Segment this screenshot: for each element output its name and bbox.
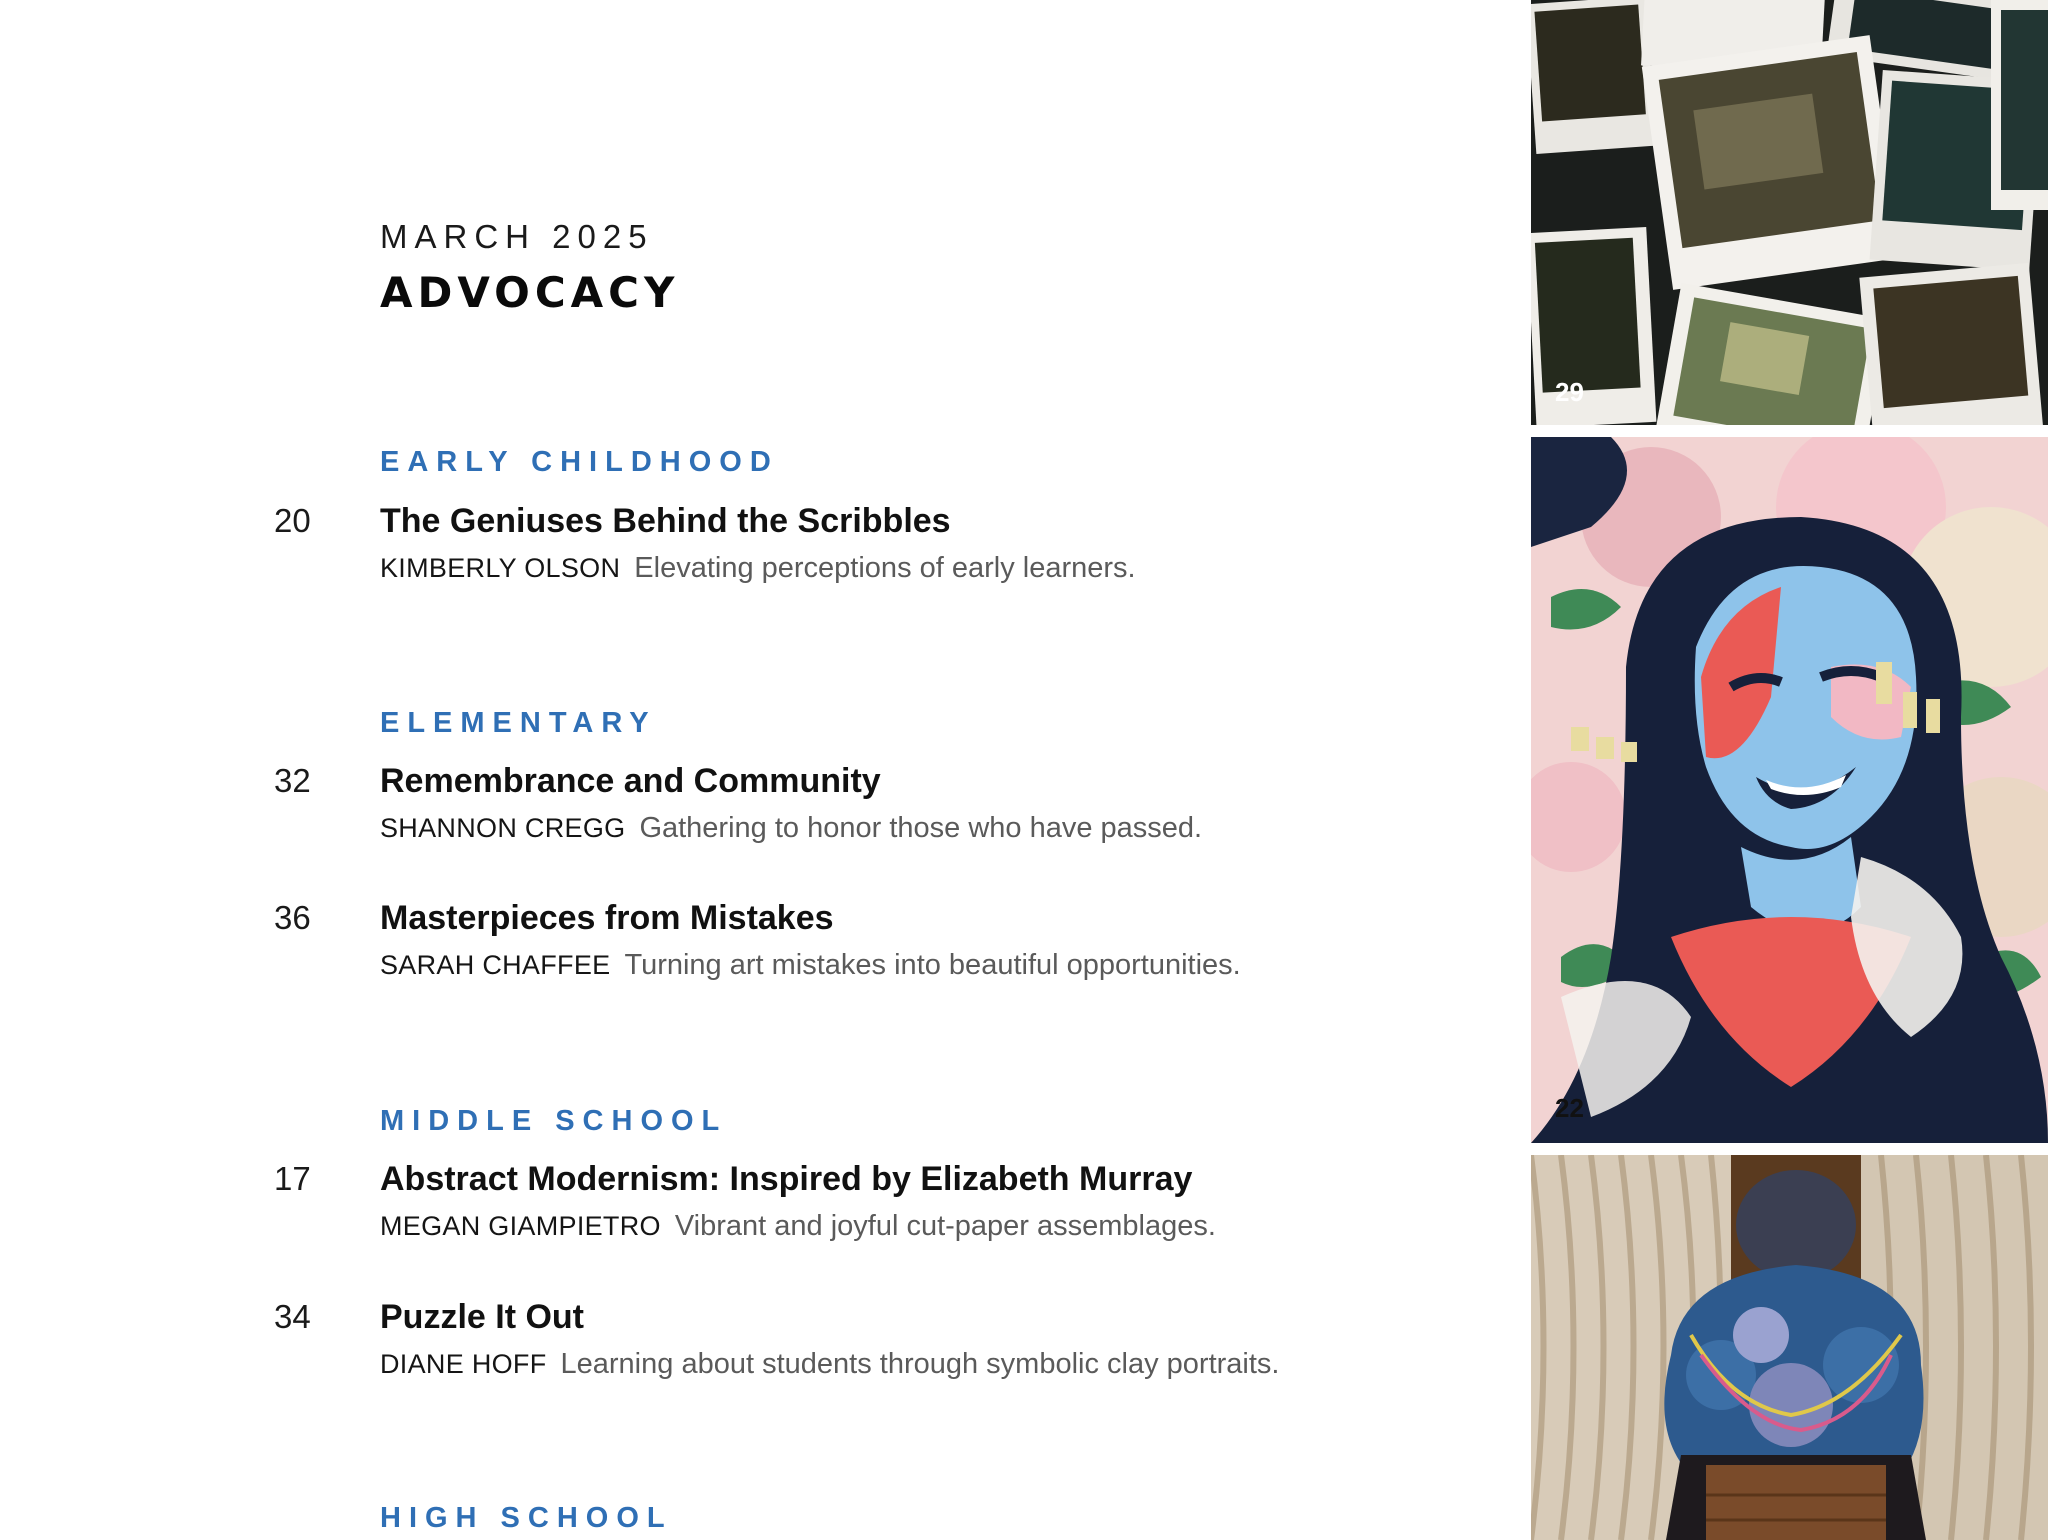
section-heading-early-childhood: EARLY CHILDHOOD (380, 446, 779, 478)
article-author: KIMBERLY OLSON (380, 553, 621, 583)
article-title[interactable]: Puzzle It Out (380, 1298, 584, 1336)
article-description: Turning art mistakes into beautiful opportunities. (624, 949, 1241, 981)
fabric-sculpture-image (1531, 1155, 2048, 1540)
article-meta (380, 1348, 1279, 1381)
photo-polaroids[interactable] (1531, 0, 2048, 425)
polaroids-image (1531, 0, 2048, 425)
page-number: 36 (274, 899, 311, 936)
article-title[interactable]: Remembrance and Community (380, 762, 881, 800)
photo-page-number: 22 (1555, 1093, 1584, 1123)
photo-collage-portrait[interactable] (1531, 437, 2048, 1143)
article-description: Elevating perceptions of early learners. (634, 552, 1136, 584)
page-number: 17 (274, 1160, 311, 1197)
article-title[interactable]: The Geniuses Behind the Scribbles (380, 502, 951, 540)
article-description: Vibrant and joyful cut-paper assemblages. (674, 1210, 1216, 1242)
article-description: Gathering to honor those who have passed. (639, 812, 1203, 844)
collage-portrait-image (1531, 437, 2048, 1143)
page-number: 20 (274, 502, 311, 539)
article-title[interactable]: Masterpieces from Mistakes (380, 899, 834, 937)
article-author: SHANNON CREGG (380, 813, 626, 843)
issue-date: MARCH 2025 (380, 218, 654, 255)
section-heading-middle-school: MIDDLE SCHOOL (380, 1105, 728, 1137)
article-description: Learning about students through symbolic clay portraits. (560, 1348, 1280, 1380)
article-meta (380, 552, 1136, 585)
section-heading-elementary: ELEMENTARY (380, 707, 657, 739)
article-author: DIANE HOFF (380, 1349, 547, 1379)
article-meta (380, 812, 1202, 845)
section-heading-high-school: HIGH SCHOOL (380, 1502, 673, 1534)
article-title[interactable]: Abstract Modernism: Inspired by Elizabeth Murray (380, 1160, 1193, 1198)
article-author: SARAH CHAFFEE (380, 950, 611, 980)
article-meta (380, 1210, 1216, 1243)
photo-fabric-sculpture[interactable] (1531, 1155, 2048, 1540)
photo-page-number: 29 (1555, 377, 1584, 407)
issue-theme: ADVOCACY (380, 268, 680, 317)
page-number: 34 (274, 1298, 311, 1335)
article-meta (380, 949, 1241, 982)
page-number: 32 (274, 762, 311, 799)
article-author: MEGAN GIAMPIETRO (380, 1211, 661, 1241)
